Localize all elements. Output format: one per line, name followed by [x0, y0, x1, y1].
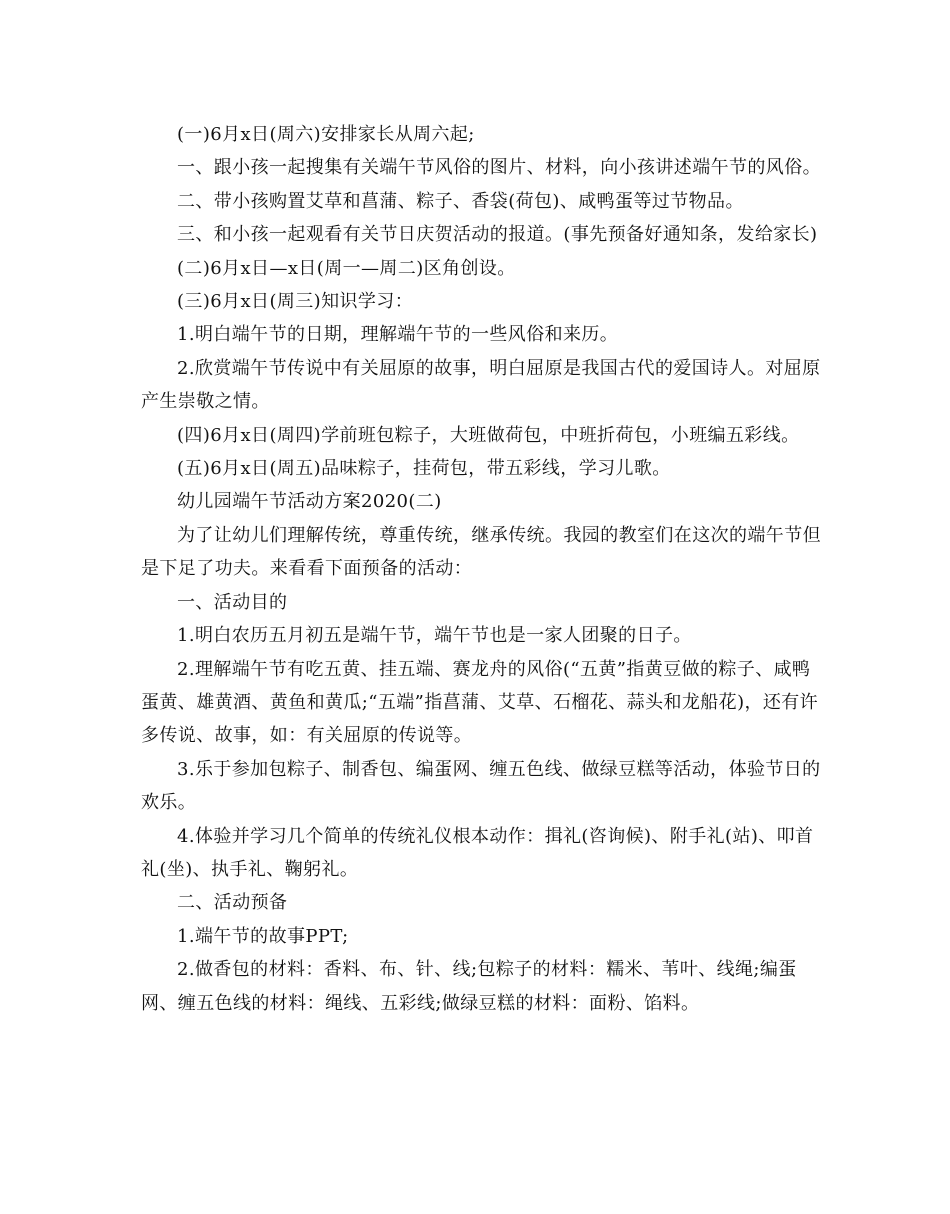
- paragraph: 为了让幼儿们理解传统，尊重传统，继承传统。我园的教室们在这次的端午节但是下足了功夫。来看看下面预备的活动：: [141, 524, 821, 580]
- paragraph: (五)6月x日(周五)品味粽子，挂荷包，带五彩线，学习儿歌。: [177, 458, 671, 480]
- paragraph: 2.理解端午节有吃五黄、挂五端、赛龙舟的风俗(“五黄”指黄豆做的粽子、咸鸭蛋黄、雄黄酒、黄鱼和黄瓜;“五端”指菖蒲、艾草、石榴花、蒜头和龙船花)，还有许多传说、故事，如：有关屈原的传说等。: [141, 658, 819, 747]
- paragraph: 三、和小孩一起观看有关节日庆贺活动的报道。(事先预备好通知条，发给家长): [177, 224, 818, 246]
- paragraph: (三)6月x日(周三)知识学习：: [177, 291, 414, 313]
- section-heading: 一、活动目的: [177, 591, 288, 613]
- paragraph: 4.体验并学习几个简单的传统礼仪根本动作：揖礼(咨询候)、附手礼(站)、叩首礼(坐)、执手礼、鞠躬礼。: [141, 825, 814, 880]
- section-title: 幼儿园端午节活动方案2020(二): [177, 491, 442, 513]
- paragraph: 一、跟小孩一起搜集有关端午节风俗的图片、材料，向小孩讲述端午节的风俗。: [177, 157, 821, 179]
- paragraph: (一)6月x日(周六)安排家长从周六起;: [177, 124, 475, 145]
- paragraph: 1.明白端午节的日期，理解端午节的一些风俗和来历。: [177, 324, 619, 346]
- paragraph: 2.欣赏端午节传说中有关屈原的故事，明白屈原是我国古代的爱国诗人。对屈原产生崇敬之情。: [141, 357, 821, 413]
- paragraph: 3.乐于参加包粽子、制香包、编蛋网、缠五色线、做绿豆糕等活动，体验节日的欢乐。: [141, 758, 821, 814]
- paragraph: 2.做香包的材料：香料、布、针、线;包粽子的材料：糯米、苇叶、线绳;编蛋网、缠五色线的材料：绳线、五彩线;做绿豆糕的材料：面粉、馅料。: [141, 959, 797, 1014]
- paragraph: 1.端午节的故事PPT;: [177, 925, 349, 947]
- paragraph: (四)6月x日(周四)学前班包粽子，大班做荷包，中班折荷包，小班编五彩线。: [177, 424, 800, 446]
- paragraph: 1.明白农历五月初五是端午节，端午节也是一家人团聚的日子。: [177, 625, 692, 647]
- paragraph: 二、带小孩购置艾草和菖蒲、粽子、香袋(荷包)、咸鸭蛋等过节物品。: [177, 190, 744, 212]
- paragraph: (二)6月x日—x日(周一—周二)区角创设。: [177, 257, 516, 279]
- section-heading: 二、活动预备: [177, 892, 288, 914]
- document-body: [141, 118, 823, 1020]
